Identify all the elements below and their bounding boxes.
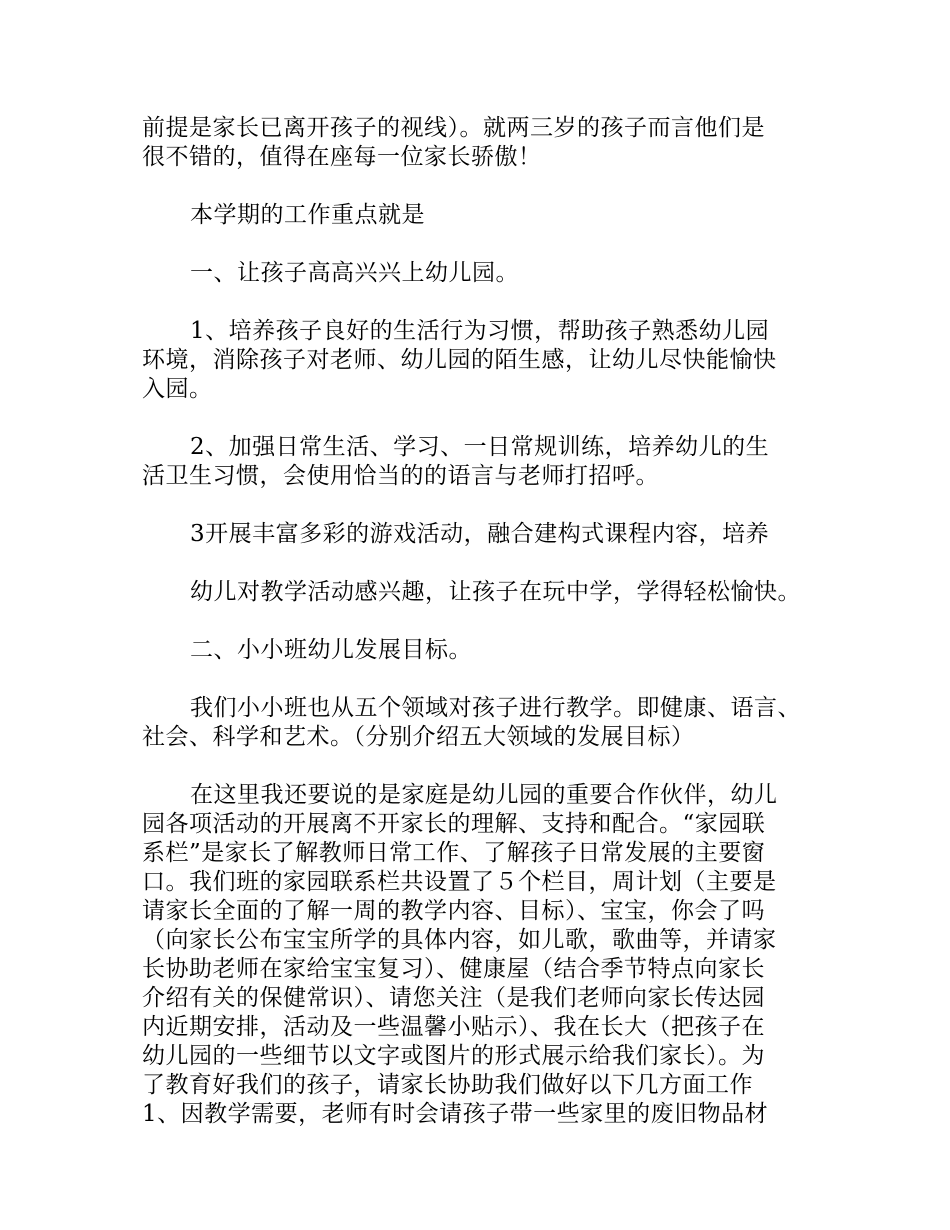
- text-line: （向家长公布宝宝所学的具体内容，如儿歌，歌曲等，并请家: [142, 927, 777, 953]
- paragraph-4: [142, 317, 842, 404]
- text-line: 3开展丰富多彩的游戏活动，融合建构式课程内容，培养: [190, 521, 770, 547]
- paragraph-8: [142, 636, 842, 665]
- text-line: 内近期安排，活动及一些温馨小贴示）、我在长大（把孩子在: [142, 1014, 765, 1040]
- text-line: 社会、科学和艺术。（分别介绍五大领域的发展目标）: [142, 724, 695, 750]
- text-line: 本学期的工作重点就是: [190, 202, 425, 228]
- text-line: 活卫生习惯，会使用恰当的的语言与老师打招呼。: [142, 463, 659, 489]
- section-heading-2: 二、小小班幼儿发展目标。: [190, 637, 472, 663]
- paragraph-7: [142, 578, 842, 607]
- text-line: 请家长全面的了解一周的教学内容、目标）、宝宝，你会了吗: [142, 898, 765, 924]
- paragraph-3: [142, 259, 842, 288]
- document-page: [142, 114, 842, 1129]
- text-line: 2、加强日常生活、学习、一日常规训练，培养幼儿的生: [190, 434, 770, 460]
- text-line: 入园。: [142, 376, 213, 402]
- text-line: 很不错的，值得在座每一位家长骄傲！: [142, 144, 542, 170]
- paragraph-9: [142, 694, 842, 752]
- text-line: 口。我们班的家园联系栏共设置了５个栏目，周计划（主要是: [142, 869, 777, 895]
- paragraph-6: [142, 520, 842, 549]
- paragraph-10: [142, 781, 842, 1129]
- paragraph-5: [142, 433, 842, 491]
- text-line: 幼儿对教学活动感兴趣，让孩子在玩中学，学得轻松愉快。: [190, 579, 801, 605]
- text-line: 前提是家长已离开孩子的视线）。就两三岁的孩子而言他们是: [142, 115, 765, 141]
- text-line: 园各项活动的开展离不开家长的理解、支持和配合。“家园联: [142, 811, 766, 837]
- paragraph-1: [142, 114, 842, 172]
- text-line: 长协助老师在家给宝宝复习）、健康屋（结合季节特点向家长: [142, 956, 765, 982]
- text-line: 在这里我还要说的是家庭是幼儿园的重要合作伙伴，幼儿: [190, 782, 778, 808]
- text-line: 1、培养孩子良好的生活行为习惯，帮助孩子熟悉幼儿园: [190, 318, 770, 344]
- text-line: 系栏”是家长了解教师日常工作、了解孩子日常发展的主要窗: [142, 840, 766, 866]
- section-heading-1: 一、让孩子高高兴兴上幼儿园。: [190, 260, 519, 286]
- text-line: 介绍有关的保健常识）、请您关注（是我们老师向家长传达园: [142, 985, 765, 1011]
- text-line: 我们小小班也从五个领域对孩子进行教学。即健康、语言、: [190, 695, 801, 721]
- text-line: 1、因教学需要，老师有时会请孩子带一些家里的废旧物品材: [142, 1101, 769, 1127]
- text-line: 了教育好我们的孩子，请家长协助我们做好以下几方面工作: [142, 1072, 753, 1098]
- paragraph-2: [142, 201, 842, 230]
- text-line: 幼儿园的一些细节以文字或图片的形式展示给我们家长）。为: [142, 1043, 765, 1069]
- text-line: 环境，消除孩子对老师、幼儿园的陌生感，让幼儿尽快能愉快: [142, 347, 777, 373]
